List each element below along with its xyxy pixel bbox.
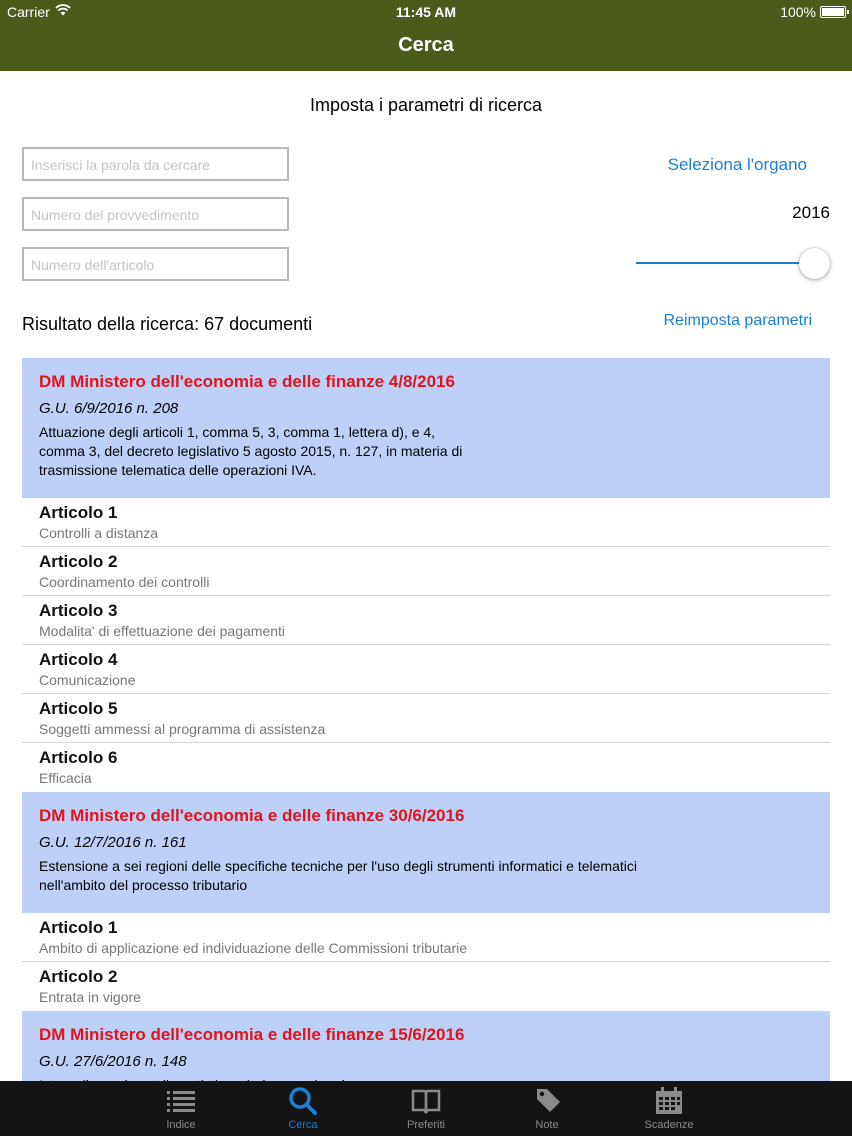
description-line: trasmissione telematica delle operazioni IVA.: [39, 462, 317, 478]
article-number: Articolo 6: [39, 748, 118, 767]
tab-label: Scadenze: [644, 1119, 694, 1131]
document-title: DM Ministero dell'economia e delle finanze 15/6/2016: [39, 1025, 465, 1044]
clock: 11:45 AM: [395, 4, 457, 20]
article-description: Soggetti ammessi al programma di assistenza: [39, 721, 326, 737]
document-header[interactable]: [22, 792, 830, 913]
tab-label: Indice: [166, 1119, 196, 1131]
carrier-label: Carrier: [7, 4, 50, 20]
article-number: Articolo 4: [39, 650, 118, 669]
document-gazette-ref: G.U. 12/7/2016 n. 161: [39, 834, 187, 851]
article-number: Articolo 1: [39, 503, 118, 522]
calendar-icon: [653, 1086, 685, 1116]
article-description: Comunicazione: [39, 672, 136, 688]
article-description: Efficacia: [39, 770, 92, 786]
article-row[interactable]: [22, 962, 830, 1011]
articolo-number-input[interactable]: [31, 257, 280, 273]
articolo-number-field[interactable]: [22, 247, 289, 281]
page-title: Cerca: [398, 34, 454, 56]
document-title: DM Ministero dell'economia e delle finanze 4/8/2016: [39, 372, 455, 391]
document-title: DM Ministero dell'economia e delle finanze 30/6/2016: [39, 806, 465, 825]
tab-preferiti[interactable]: [371, 1081, 481, 1136]
battery-percent: 100%: [780, 4, 816, 20]
result-count: Risultato della ricerca: 67 documenti: [22, 314, 313, 334]
search-word-field[interactable]: [22, 147, 289, 181]
document-description: [39, 423, 813, 480]
tab-cerca[interactable]: [248, 1081, 358, 1136]
article-number: Articolo 2: [39, 552, 118, 571]
article-row[interactable]: [22, 694, 830, 743]
tab-bar: [0, 1081, 852, 1136]
tab-label: Preferiti: [407, 1119, 445, 1131]
article-row[interactable]: [22, 645, 830, 694]
document-header[interactable]: [22, 358, 830, 498]
provvedimento-number-field[interactable]: [22, 197, 289, 231]
status-bar: [0, 0, 852, 24]
description-line: Estensione a sei regioni delle specifiche tecniche per l'uso degli strumenti informatici e telematici: [39, 858, 637, 874]
article-number: Articolo 5: [39, 699, 118, 718]
article-description: Ambito di applicazione ed individuazione delle Commissioni tributarie: [39, 940, 468, 956]
article-row[interactable]: [22, 596, 830, 645]
article-row[interactable]: [22, 743, 830, 792]
article-row[interactable]: [22, 498, 830, 547]
battery-icon: [820, 6, 846, 18]
search-params-heading: Imposta i parametri di ricerca: [309, 95, 543, 115]
description-line: nell'ambito del processo tributario: [39, 877, 248, 893]
search-word-input[interactable]: [31, 157, 280, 173]
tab-label: Note: [535, 1119, 559, 1131]
document-description: [39, 857, 813, 895]
article-description: Coordinamento dei controlli: [39, 574, 210, 590]
search-icon: [287, 1086, 319, 1116]
tab-scadenze[interactable]: [614, 1081, 724, 1136]
article-description: Modalita' di effettuazione dei pagamenti: [39, 623, 286, 639]
year-slider-track[interactable]: [636, 262, 814, 264]
results-list[interactable]: [22, 358, 830, 1081]
description-line: comma 3, del decreto legislativo 5 agosto 2015, n. 127, in materia di: [39, 443, 463, 459]
list-icon: [165, 1086, 197, 1116]
year-slider-thumb[interactable]: [799, 248, 830, 279]
article-description: Entrata in vigore: [39, 989, 141, 1005]
tag-icon: [531, 1086, 563, 1116]
book-icon: [410, 1086, 442, 1116]
tab-label: Cerca: [288, 1119, 318, 1131]
article-number: Articolo 2: [39, 967, 118, 986]
tab-indice[interactable]: [126, 1081, 236, 1136]
tab-note[interactable]: [492, 1081, 602, 1136]
navigation-bar: [0, 24, 852, 71]
article-description: Controlli a distanza: [39, 525, 159, 541]
article-number: Articolo 1: [39, 918, 118, 937]
document-gazette-ref: G.U. 27/6/2016 n. 148: [39, 1053, 187, 1070]
select-organ-link[interactable]: Seleziona l'organo: [667, 155, 807, 174]
year-value: 2016: [792, 203, 830, 222]
year-slider[interactable]: [636, 246, 830, 280]
article-row[interactable]: [22, 547, 830, 596]
article-number: Articolo 3: [39, 601, 118, 620]
article-row[interactable]: [22, 913, 830, 962]
document-gazette-ref: G.U. 6/9/2016 n. 208: [39, 400, 179, 417]
description-line: Attuazione degli articoli 1, comma 5, 3, comma 1, lettera d), e 4,: [39, 424, 436, 440]
provvedimento-number-input[interactable]: [31, 207, 280, 223]
reset-params-link[interactable]: Reimposta parametri: [663, 312, 812, 329]
